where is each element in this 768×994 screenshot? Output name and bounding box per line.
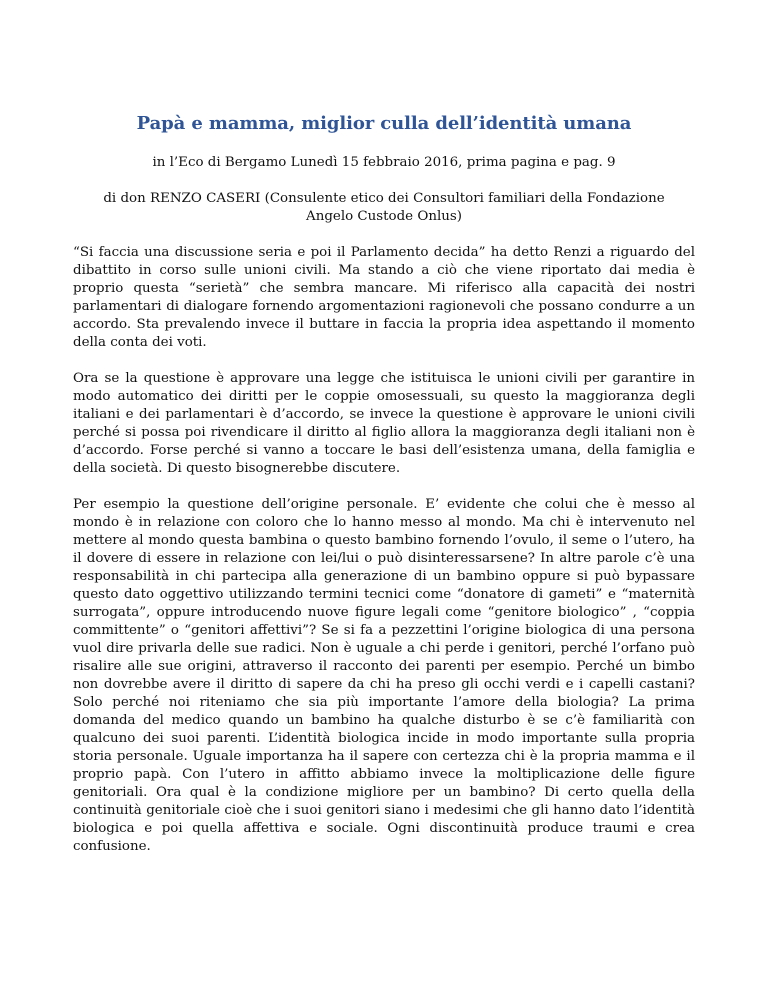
article-paragraph-1: “Si faccia una discussione seria e poi il Parlamento decida” ha detto Renzi a riguardo del dibattito in corso sulle unioni civili. Ma stando a ciò che viene riportato dai media è proprio questa “serietà” che sembra mancare. Mi riferisco alla capacità dei nostri parlamentari di dialogare fornendo argomentazioni ragionevoli che possano condurre a un accordo. Sta prevalendo invece il buttare in faccia la propria idea aspettando il momento della conta dei voti. bbox=[73, 245, 695, 350]
article-paragraph-2: Ora se la questione è approvare una legge che istituisca le unioni civili per garantire in modo automatico dei diritti per le coppie omosessuali, su questo la maggioranza degli italiani e dei parlamentari è d’accordo, se invece la questione è approvare le unioni civili perché si possa poi rivendicare il diritto al figlio allora la maggioranza degli italiani non è d’accordo. Forse perché si vanno a toccare le basi dell’esistenza umana, della famiglia e della società. Di questo bisognerebbe discutere. bbox=[73, 371, 695, 476]
article-paragraph-3: Per esempio la questione dell’origine personale. E’ evidente che colui che è messo al mondo è in relazione con coloro che lo hanno messo al mondo. Ma chi è intervenuto nel mettere al mondo questa bambina o questo bambino fornendo l’ovulo, il seme o l’utero, ha il dovere di essere in relazione con lei/lui o può disinteressarsene? In altre parole c’è una responsabilità in chi partecipa alla generazione di un bambino oppure si può bypassare questo dato oggettivo utilizzando termini tecnici come “donatore di gameti” e “maternità surrogata”, oppure introducendo nuove figure legali come “genitore biologico” , “coppia committente” o “genitori affettivi”? Se si fa a pezzettini l’origine biologica di una persona vuol dire privarla delle sue radici. Non è uguale a chi perde i genitori, perché l’orfano può risalire alle sue origini, attraverso il racconto dei parenti per esempio. Perché un bimbo non dovrebbe avere il diritto di sapere da chi ha preso gli occhi verdi e i capelli castani? Solo perché noi riteniamo che sia più importante l’amore della biologia? La prima domanda del medico quando un bambino ha qualche disturbo è se c’è familiarità con qualcuno dei suoi parenti. L’identità biologica incide in modo importante sulla propria storia personale. Uguale importanza ha il sapere con certezza chi è la propria mamma e il proprio papà. Con l’utero in affitto abbiamo invece la moltiplicazione delle figure genitoriali. Ora qual è la condizione migliore per un bambino? Di certo quella della continuità genitoriale cioè che i suoi genitori siano i medesimi che gli hanno dato l’identità biologica e poi quella affettiva e sociale. Ogni discontinuità produce traumi e crea confusione. bbox=[73, 497, 695, 854]
article-content bbox=[73, 112, 695, 856]
author-line-1: di don RENZO CASERI (Consulente etico dei Consultori familiari della Fondazione bbox=[103, 191, 665, 206]
author-line-2: Angelo Custode Onlus) bbox=[306, 209, 462, 224]
article-title: Papà e mamma, miglior culla dell’identità umana bbox=[136, 113, 632, 134]
publication-line: in l’Eco di Bergamo Lunedì 15 febbraio 2016, prima pagina e pag. 9 bbox=[152, 155, 616, 170]
author-block bbox=[73, 190, 695, 226]
